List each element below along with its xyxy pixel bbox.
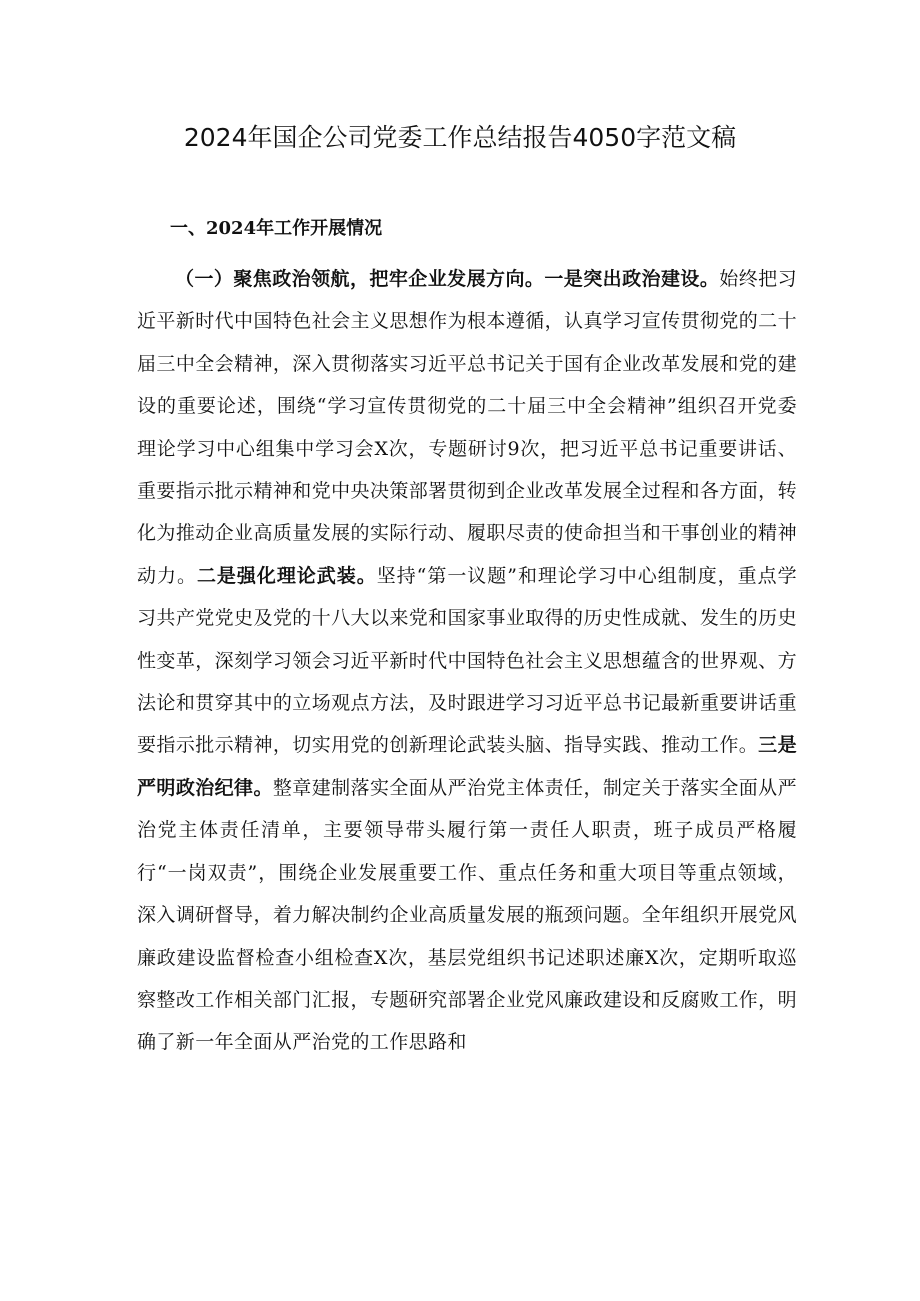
paragraph-text: 整章建制落实全面从严治党主体责任，制定关于落实全面从严治党主体责任清单，主要领导带头履行第一责任人职责，班子成员严格履行“一岗双责”，围绕企业发展重要工作、重点任务和重大项目等重点领域，深入调研督导，着力解决制约企业高质量发展的瓶颈问题。全年组织开展党风廉政建设监督检查小组检查X次，基层党组织书记述职述廉X次，定期听取巡察整改工作相关部门汇报，专题研究部署企业党风廉政建设和反腐败工作，明确了新一年全面从严治党的工作思路和 [137,776,797,1054]
paragraph-text: 坚持“第一议题”和理论学习中心组制度，重点学习共产党党史及党的十八大以来党和国家事业取得的历史性成就、发生的历史性变革，深刻学习领会习近平新时代中国特色社会主义思想蕴含的世界观、方法论和贯穿其中的立场观点方法，及时跟进学习习近平总书记最新重要讲话重要指示批示精神，切实用党的创新理论武装头脑、指导实践、推动工作。 [137,564,798,757]
document-title: 2024年国企公司党委工作总结报告4050字范文稿 [183,123,737,152]
section-heading: 一、2024年工作开展情况 [170,218,383,239]
body-paragraph [137,258,797,1064]
point-two-bold: 二是强化理论武装。 [196,564,377,587]
subsection-heading-bold: （一）聚焦政治领航，把牢企业发展方向。一是突出政治建设。 [175,268,720,290]
paragraph-text: 始终把习近平新时代中国特色社会主义思想作为根本遵循，认真学习宣传贯彻党的二十届三中全会精神，深入贯彻落实习近平总书记关于国有企业改革发展和党的建设的重要论述，围绕“学习宣传贯彻党的二十届三中全会精神”组织召开党委理论学习中心组集中学习会X次，专题研讨9次，把习近平总书记重要讲话、重要指示批示精神和党中央决策部署贯彻到企业改革发展全过程和各方面，转化为推动企业高质量发展的实际行动、履职尽责的使命担当和干事创业的精神动力。 [137,268,797,587]
point-three-bold: 三是严明政治纪律。 [137,734,797,799]
